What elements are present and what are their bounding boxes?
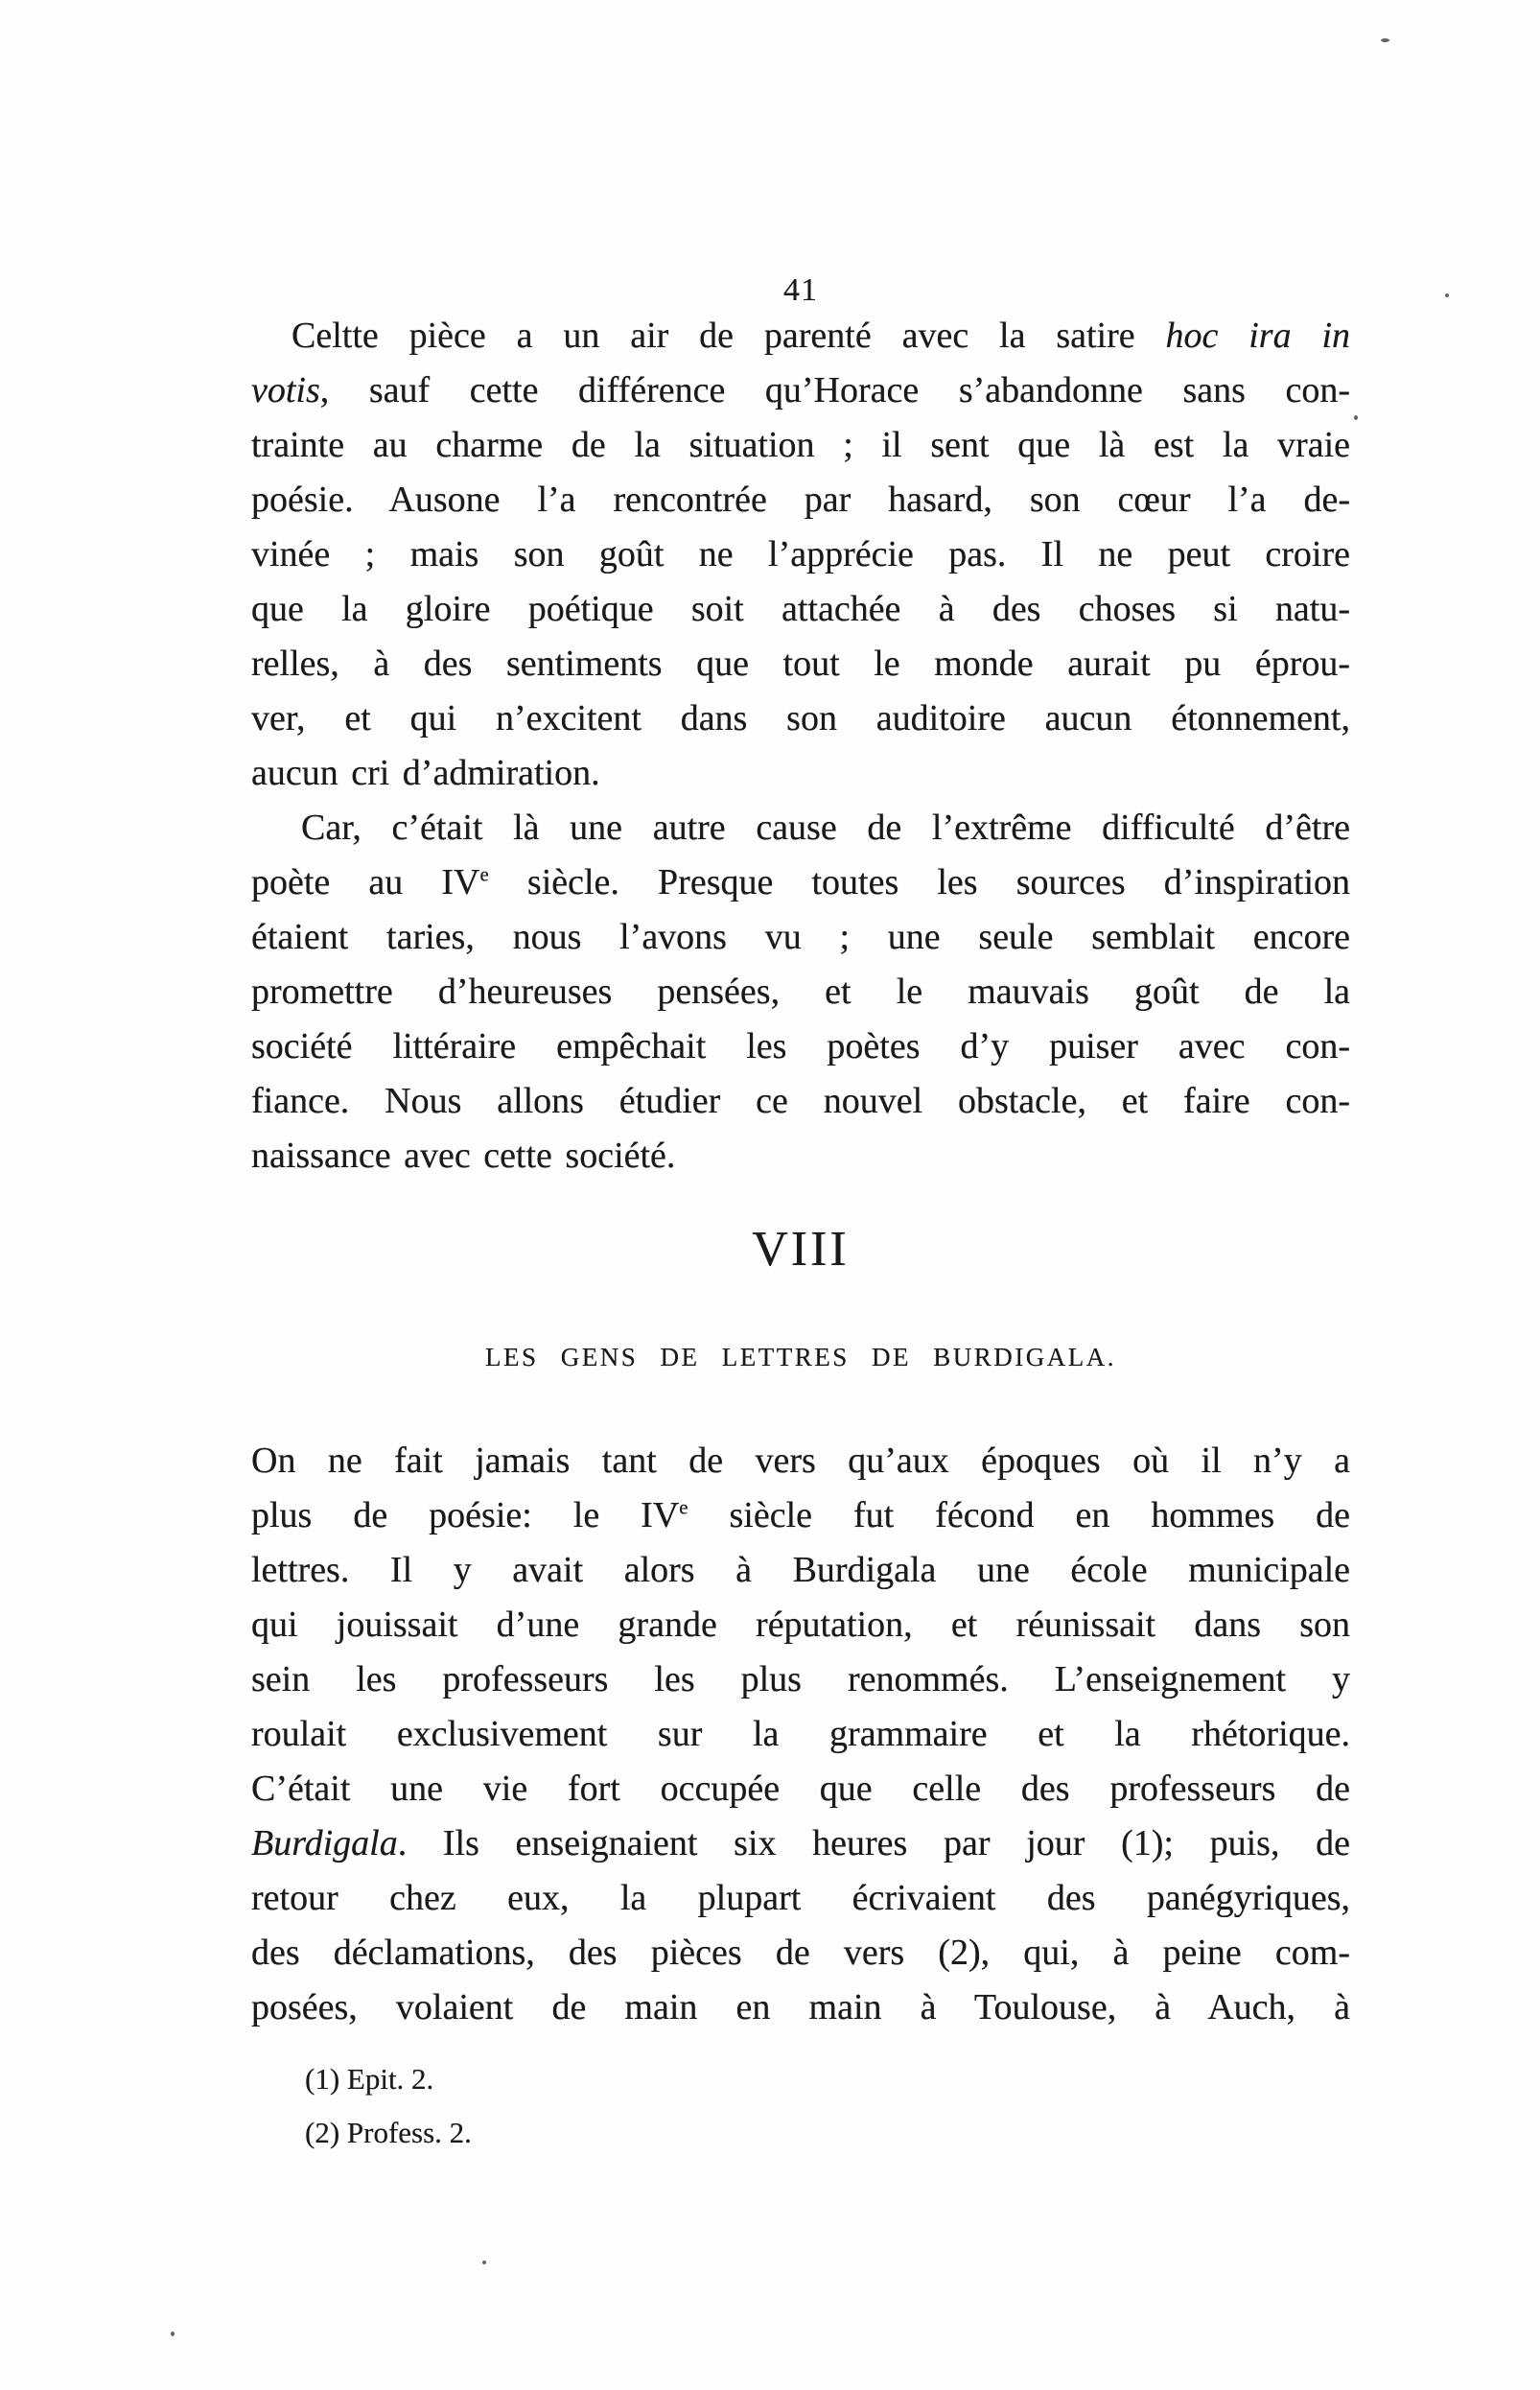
text-line (251, 1074, 1350, 1129)
text-line (251, 691, 1350, 746)
paragraph-1 (251, 309, 1350, 801)
text-line (251, 418, 1350, 473)
section-subtitle: LES GENS DE LETTRES DE BURDIGALA. (485, 1343, 1116, 1371)
text-line (251, 1871, 1350, 1926)
text-line (251, 1543, 1350, 1598)
text-segment: , sauf cette différence qu’Horace s’abandonne sans con- (319, 370, 1350, 410)
text-segment: promettre d’heureuses pensées, et le mauvais goût de la (251, 972, 1350, 1012)
text-line (251, 1019, 1350, 1074)
text-segment: lettres. Il y avait alors à Burdigala une école municipale (251, 1550, 1350, 1590)
text-line (251, 1129, 1350, 1183)
page-number: 41 (783, 272, 818, 308)
text-segment: aucun cri d’admiration. (251, 753, 600, 793)
text-line (251, 309, 1350, 363)
text-segment: fiance. Nous allons étudier ce nouvel obstacle, et faire con- (251, 1081, 1350, 1121)
text-line (251, 1762, 1350, 1816)
text-line (251, 965, 1350, 1019)
text-segment: poésie. Ausone l’a rencontrée par hasard, son cœur l’a de- (251, 480, 1350, 520)
text-segment: C’était une vie fort occupée que celle des professeurs de (251, 1769, 1350, 1809)
text-segment: plus de poésie: le IV (251, 1495, 680, 1535)
text-segment: e (479, 862, 489, 886)
text-line (251, 363, 1350, 418)
text-line (251, 910, 1350, 965)
paragraph-3 (251, 1434, 1350, 2035)
text-line (251, 1926, 1350, 1980)
text-segment: qui jouissait d’une grande réputation, et réunissait dans son (251, 1605, 1350, 1645)
italic-text: Burdigala (251, 1823, 398, 1863)
chapter-heading: VIII (752, 1222, 850, 1277)
text-segment: posées, volaient de main en main à Toulouse, à Auch, à (251, 1987, 1350, 2027)
text-segment: roulait exclusivement sur la grammaire et la rhétorique. (251, 1714, 1350, 1754)
italic-text: votis (251, 370, 320, 410)
text-segment: siècle. Presque toutes les sources d’inspiration (488, 862, 1350, 902)
text-segment: relles, à des sentiments que tout le monde aurait pu éprou- (251, 644, 1350, 684)
text-segment: vinée ; mais son goût ne l’apprécie pas. Il ne peut croire (251, 534, 1350, 574)
text-line (251, 527, 1350, 582)
paragraph-2 (251, 801, 1350, 1183)
text-segment: étaient taries, nous l’avons vu ; une seule semblait encore (251, 917, 1350, 957)
text-segment: que la gloire poétique soit attachée à des choses si natu- (251, 589, 1350, 629)
text-segment: e (679, 1495, 688, 1519)
text-segment: retour chez eux, la plupart écrivaient des panégyriques, (251, 1878, 1350, 1918)
text-segment: . Ils enseignaient six heures par jour (1); puis, de (397, 1823, 1350, 1863)
scan-speck (482, 2261, 486, 2264)
text-segment: Car, c’était là une autre cause de l’extrême difficulté d’être (301, 808, 1350, 848)
scan-speck (1354, 415, 1358, 420)
text-segment: On ne fait jamais tant de vers qu’aux époques où il n’y a (251, 1441, 1350, 1481)
text-segment: sein les professeurs les plus renommés. L’enseignement y (251, 1659, 1350, 1699)
text-segment: siècle fut fécond en hommes de (688, 1495, 1350, 1535)
text-segment: société littéraire empêchait les poètes d’y puiser avec con- (251, 1026, 1350, 1066)
text-line (251, 1980, 1350, 2035)
footnotes (251, 2052, 1350, 2160)
scan-speck (171, 2331, 175, 2336)
text-line (251, 637, 1350, 691)
text-line (251, 1488, 1350, 1543)
text-segment: poète au IV (251, 862, 480, 902)
text-line (251, 1434, 1350, 1488)
scan-speck (1445, 293, 1449, 297)
text-block (251, 272, 1350, 2160)
text-segment: naissance avec cette société. (251, 1136, 676, 1176)
text-line (251, 801, 1350, 855)
footnote-1: (1) Epit. 2. (305, 2062, 434, 2096)
text-line (251, 1816, 1350, 1871)
footnote-2: (2) Profess. 2. (305, 2116, 472, 2149)
text-segment: des déclamations, des pièces de vers (2), qui, à peine com- (251, 1933, 1350, 1973)
text-segment: trainte au charme de la situation ; il sent que là est la vraie (251, 425, 1350, 465)
text-line (251, 1652, 1350, 1707)
text-segment: ver, et qui n’excitent dans son auditoire aucun étonnement, (251, 698, 1350, 738)
text-line (251, 855, 1350, 910)
text-line (251, 746, 1350, 801)
text-line (251, 582, 1350, 637)
text-line (251, 1707, 1350, 1762)
text-line (251, 1598, 1350, 1652)
text-segment: Celtte pièce a un air de parenté avec la satire (292, 316, 1166, 356)
italic-text: hoc ira in (1165, 316, 1350, 356)
scan-speck (1381, 38, 1389, 42)
text-line (251, 473, 1350, 527)
